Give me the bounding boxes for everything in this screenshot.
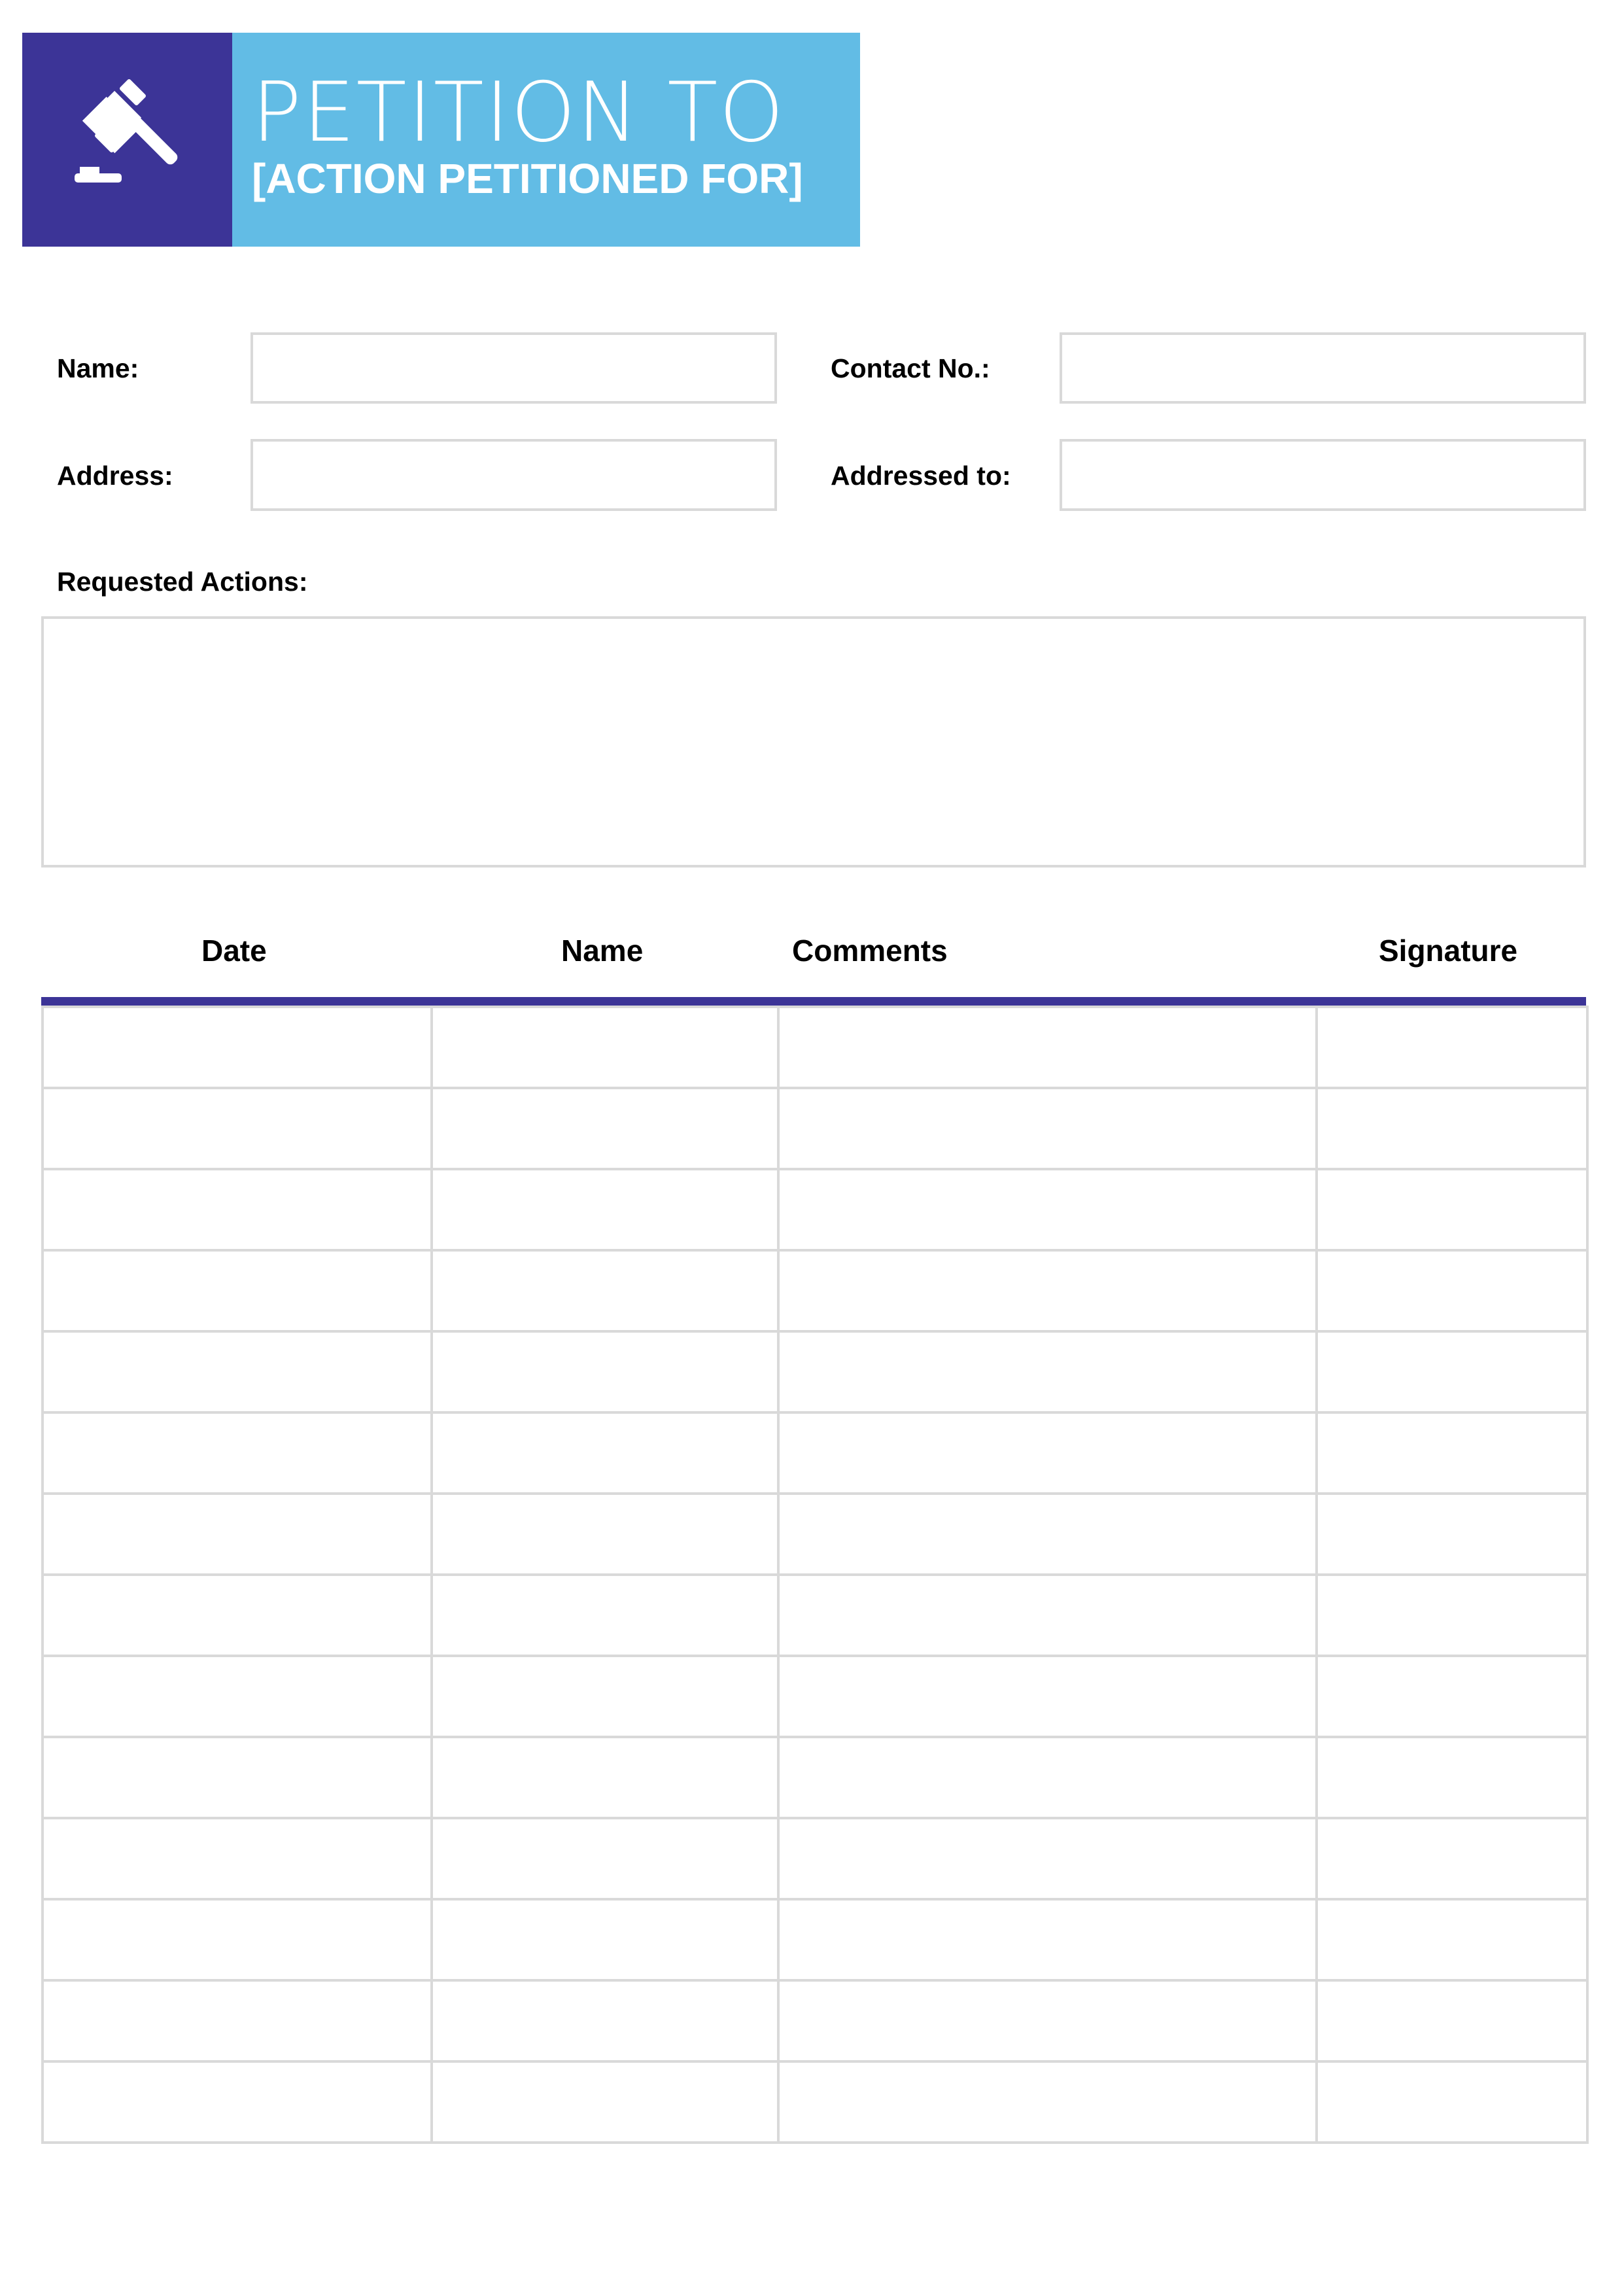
name-cell[interactable] xyxy=(432,1494,778,1575)
table-row xyxy=(43,1899,1587,1980)
name-cell[interactable] xyxy=(432,1250,778,1331)
gavel-icon xyxy=(22,33,232,247)
comments-cell[interactable] xyxy=(778,1494,1317,1575)
name-cell[interactable] xyxy=(432,1088,778,1169)
table-row xyxy=(43,1980,1587,2061)
date-cell[interactable] xyxy=(43,1980,432,2061)
signature-cell[interactable] xyxy=(1317,1331,1587,1412)
date-cell[interactable] xyxy=(43,1331,432,1412)
comments-cell[interactable] xyxy=(778,1088,1317,1169)
name-cell[interactable] xyxy=(432,1818,778,1899)
contact-input[interactable] xyxy=(1060,332,1586,404)
signature-cell[interactable] xyxy=(1317,1494,1587,1575)
name-cell[interactable] xyxy=(432,1656,778,1737)
petition-subtitle: [ACTION PETITIONED FOR] xyxy=(252,155,803,202)
header-icon-panel xyxy=(22,33,232,247)
signature-cell[interactable] xyxy=(1317,1250,1587,1331)
date-cell[interactable] xyxy=(43,1169,432,1250)
date-cell[interactable] xyxy=(43,1250,432,1331)
comments-cell[interactable] xyxy=(778,1899,1317,1980)
date-cell[interactable] xyxy=(43,1494,432,1575)
signature-cell[interactable] xyxy=(1317,1412,1587,1494)
signature-cell[interactable] xyxy=(1317,1169,1587,1250)
table-row xyxy=(43,1818,1587,1899)
petition-title: PETITION TO xyxy=(252,64,786,160)
date-cell[interactable] xyxy=(43,1737,432,1818)
name-cell[interactable] xyxy=(432,1899,778,1980)
date-cell[interactable] xyxy=(43,1412,432,1494)
date-cell[interactable] xyxy=(43,1007,432,1088)
table-row xyxy=(43,1575,1587,1656)
date-cell[interactable] xyxy=(43,1656,432,1737)
comments-cell[interactable] xyxy=(778,1250,1317,1331)
table-row xyxy=(43,1737,1587,1818)
address-label: Address: xyxy=(57,461,173,491)
table-row xyxy=(43,2061,1587,2143)
name-cell[interactable] xyxy=(432,1575,778,1656)
contact-label: Contact No.: xyxy=(831,353,990,383)
requested-actions-textarea[interactable] xyxy=(41,616,1586,867)
signature-cell[interactable] xyxy=(1317,1007,1587,1088)
column-header-signature: Signature xyxy=(1379,934,1518,968)
comments-cell[interactable] xyxy=(778,1980,1317,2061)
name-cell[interactable] xyxy=(432,1412,778,1494)
date-cell[interactable] xyxy=(43,1899,432,1980)
name-cell[interactable] xyxy=(432,2061,778,2143)
column-header-comments: Comments xyxy=(792,934,948,968)
table-row xyxy=(43,1169,1587,1250)
comments-cell[interactable] xyxy=(778,1575,1317,1656)
name-cell[interactable] xyxy=(432,1737,778,1818)
signature-cell[interactable] xyxy=(1317,1980,1587,2061)
comments-cell[interactable] xyxy=(778,1169,1317,1250)
comments-cell[interactable] xyxy=(778,1656,1317,1737)
signature-cell[interactable] xyxy=(1317,1818,1587,1899)
table-header-divider xyxy=(41,997,1586,1006)
addressed-to-label: Addressed to: xyxy=(831,461,1011,491)
date-cell[interactable] xyxy=(43,2061,432,2143)
signature-cell[interactable] xyxy=(1317,1575,1587,1656)
signature-cell[interactable] xyxy=(1317,1088,1587,1169)
comments-cell[interactable] xyxy=(778,2061,1317,2143)
date-cell[interactable] xyxy=(43,1575,432,1656)
table-row xyxy=(43,1088,1587,1169)
date-cell[interactable] xyxy=(43,1818,432,1899)
address-input[interactable] xyxy=(251,439,777,511)
name-cell[interactable] xyxy=(432,1331,778,1412)
signature-cell[interactable] xyxy=(1317,1737,1587,1818)
name-label: Name: xyxy=(57,353,139,383)
comments-cell[interactable] xyxy=(778,1737,1317,1818)
table-row xyxy=(43,1412,1587,1494)
comments-cell[interactable] xyxy=(778,1412,1317,1494)
comments-cell[interactable] xyxy=(778,1331,1317,1412)
table-row xyxy=(43,1007,1587,1088)
column-header-name: Name xyxy=(561,934,644,968)
column-header-date: Date xyxy=(201,934,267,968)
signature-cell[interactable] xyxy=(1317,2061,1587,2143)
name-cell[interactable] xyxy=(432,1007,778,1088)
table-row xyxy=(43,1494,1587,1575)
table-row xyxy=(43,1656,1587,1737)
signature-table xyxy=(41,1006,1589,2144)
date-cell[interactable] xyxy=(43,1088,432,1169)
signature-cell[interactable] xyxy=(1317,1899,1587,1980)
signature-cell[interactable] xyxy=(1317,1656,1587,1737)
comments-cell[interactable] xyxy=(778,1007,1317,1088)
comments-cell[interactable] xyxy=(778,1818,1317,1899)
name-input[interactable] xyxy=(251,332,777,404)
addressed-to-input[interactable] xyxy=(1060,439,1586,511)
name-cell[interactable] xyxy=(432,1980,778,2061)
table-row xyxy=(43,1250,1587,1331)
name-cell[interactable] xyxy=(432,1169,778,1250)
table-row xyxy=(43,1331,1587,1412)
requested-actions-label: Requested Actions: xyxy=(57,567,308,597)
